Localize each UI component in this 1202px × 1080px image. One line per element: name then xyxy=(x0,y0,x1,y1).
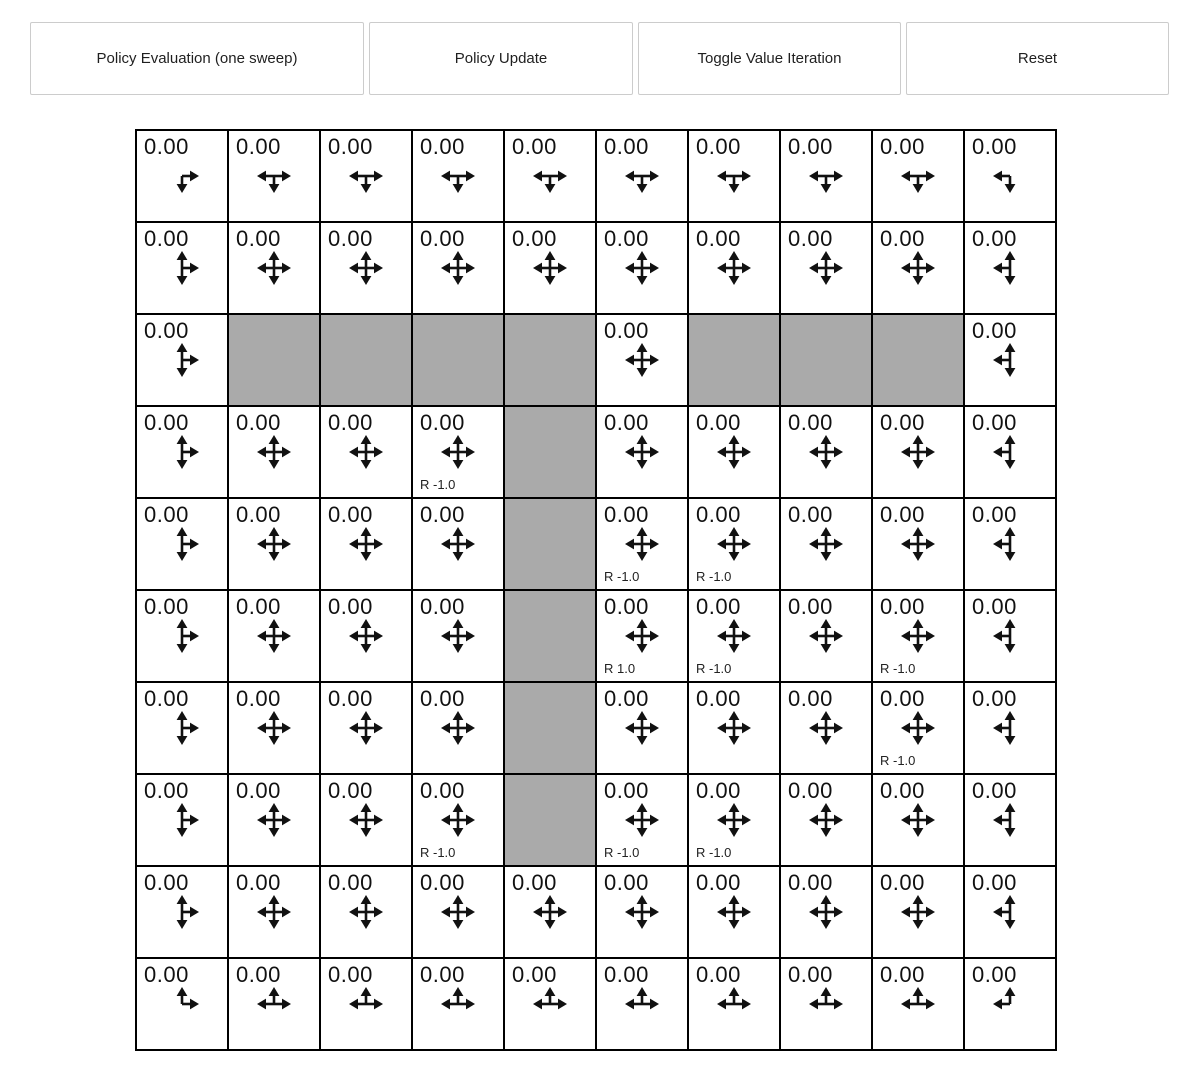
policy-arrows-icon xyxy=(806,248,846,288)
policy-arrows-icon xyxy=(530,892,570,932)
policy-arrows-icon xyxy=(346,156,386,196)
cell-value: 0.00 xyxy=(604,962,649,987)
policy-arrows-icon xyxy=(714,248,754,288)
cell-reward: R -1.0 xyxy=(696,661,732,676)
cell-value: 0.00 xyxy=(144,502,189,527)
grid-cell[interactable] xyxy=(780,590,872,682)
cell-value: 0.00 xyxy=(328,502,373,527)
policy-arrows-icon xyxy=(438,892,478,932)
cell-value: 0.00 xyxy=(604,226,649,251)
cell-value: 0.00 xyxy=(328,226,373,251)
cell-value: 0.00 xyxy=(328,778,373,803)
cell-reward: R -1.0 xyxy=(604,569,640,584)
cell-value: 0.00 xyxy=(696,870,741,895)
cell-value: 0.00 xyxy=(604,686,649,711)
policy-arrows-icon xyxy=(254,892,294,932)
cell-value: 0.00 xyxy=(880,686,925,711)
cell-value: 0.00 xyxy=(788,410,833,435)
grid-cell[interactable] xyxy=(688,866,780,958)
cell-value: 0.00 xyxy=(880,594,925,619)
policy-arrows-icon xyxy=(806,432,846,472)
grid-cell[interactable] xyxy=(780,406,872,498)
grid-cell[interactable] xyxy=(412,590,504,682)
cell-value: 0.00 xyxy=(512,870,557,895)
policy-arrows-icon xyxy=(346,524,386,564)
grid-cell[interactable] xyxy=(872,958,964,1050)
cell-value: 0.00 xyxy=(880,778,925,803)
grid-cell[interactable] xyxy=(964,682,1056,774)
policy-arrows-icon xyxy=(162,248,202,288)
cell-value: 0.00 xyxy=(236,686,281,711)
grid-cell[interactable] xyxy=(688,774,780,866)
cell-value: 0.00 xyxy=(512,226,557,251)
policy-arrows-icon xyxy=(622,984,662,1024)
cell-reward: R -1.0 xyxy=(696,569,732,584)
cell-value: 0.00 xyxy=(328,870,373,895)
policy-arrows-icon xyxy=(438,432,478,472)
policy-arrows-icon xyxy=(990,708,1030,748)
grid-cell[interactable] xyxy=(136,682,228,774)
cell-value: 0.00 xyxy=(144,410,189,435)
grid-cell[interactable] xyxy=(688,958,780,1050)
policy-arrows-icon xyxy=(714,800,754,840)
policy-arrows-icon xyxy=(162,800,202,840)
grid-cell[interactable] xyxy=(320,130,412,222)
policy-arrows-icon xyxy=(530,156,570,196)
cell-value: 0.00 xyxy=(236,962,281,987)
grid-cell[interactable] xyxy=(412,866,504,958)
cell-value: 0.00 xyxy=(972,410,1017,435)
policy-arrows-icon xyxy=(162,432,202,472)
policy-arrows-icon xyxy=(254,248,294,288)
policy-update-button[interactable]: Policy Update xyxy=(369,22,633,95)
grid-cell[interactable] xyxy=(596,222,688,314)
cell-value: 0.00 xyxy=(788,226,833,251)
policy-arrows-icon xyxy=(162,156,202,196)
cell-value: 0.00 xyxy=(328,134,373,159)
policy-arrows-icon xyxy=(254,984,294,1024)
policy-arrows-icon xyxy=(530,984,570,1024)
reset-button[interactable]: Reset xyxy=(906,22,1169,95)
grid-cell[interactable] xyxy=(780,682,872,774)
policy-arrows-icon xyxy=(714,708,754,748)
cell-value: 0.00 xyxy=(788,134,833,159)
cell-value: 0.00 xyxy=(144,134,189,159)
cell-value: 0.00 xyxy=(880,410,925,435)
grid-cell[interactable] xyxy=(320,406,412,498)
grid-cell[interactable] xyxy=(412,774,504,866)
grid-cell[interactable] xyxy=(780,222,872,314)
grid-cell[interactable] xyxy=(872,406,964,498)
cell-value: 0.00 xyxy=(144,226,189,251)
grid-cell[interactable] xyxy=(136,222,228,314)
policy-arrows-icon xyxy=(714,892,754,932)
grid-cell[interactable] xyxy=(228,406,320,498)
cell-value: 0.00 xyxy=(236,870,281,895)
cell-reward: R -1.0 xyxy=(880,753,916,768)
grid-cell[interactable] xyxy=(964,590,1056,682)
policy-arrows-icon xyxy=(898,524,938,564)
grid-cell[interactable] xyxy=(688,682,780,774)
grid-cell[interactable] xyxy=(596,774,688,866)
cell-value: 0.00 xyxy=(604,594,649,619)
cell-value: 0.00 xyxy=(236,410,281,435)
policy-arrows-icon xyxy=(622,156,662,196)
policy-arrows-icon xyxy=(530,248,570,288)
policy-arrows-icon xyxy=(714,984,754,1024)
grid-cell[interactable] xyxy=(320,682,412,774)
grid-cell[interactable] xyxy=(228,130,320,222)
policy-arrows-icon xyxy=(622,340,662,380)
cell-value: 0.00 xyxy=(328,686,373,711)
grid-cell[interactable] xyxy=(228,866,320,958)
grid-cell[interactable] xyxy=(228,222,320,314)
cell-value: 0.00 xyxy=(420,870,465,895)
grid-cell[interactable] xyxy=(872,498,964,590)
cell-reward: R -1.0 xyxy=(880,661,916,676)
grid-cell[interactable] xyxy=(228,682,320,774)
grid-wall-cell[interactable] xyxy=(504,406,596,498)
grid-cell[interactable] xyxy=(780,498,872,590)
policy-arrows-icon xyxy=(806,984,846,1024)
grid-cell[interactable] xyxy=(964,498,1056,590)
grid-wall-cell[interactable] xyxy=(780,314,872,406)
grid-cell[interactable] xyxy=(872,866,964,958)
cell-value: 0.00 xyxy=(696,410,741,435)
grid-cell[interactable] xyxy=(320,774,412,866)
grid-cell[interactable] xyxy=(596,590,688,682)
cell-value: 0.00 xyxy=(236,134,281,159)
grid-cell[interactable] xyxy=(320,866,412,958)
grid-cell[interactable] xyxy=(136,314,228,406)
policy-arrows-icon xyxy=(254,616,294,656)
grid-cell[interactable] xyxy=(964,406,1056,498)
grid-wall-cell[interactable] xyxy=(504,498,596,590)
grid-cell[interactable] xyxy=(964,130,1056,222)
cell-value: 0.00 xyxy=(328,962,373,987)
policy-arrows-icon xyxy=(714,156,754,196)
policy-arrows-icon xyxy=(622,892,662,932)
grid-cell[interactable] xyxy=(504,866,596,958)
cell-value: 0.00 xyxy=(144,318,189,343)
policy-arrows-icon xyxy=(990,892,1030,932)
policy-arrows-icon xyxy=(438,616,478,656)
policy-arrows-icon xyxy=(346,432,386,472)
cell-value: 0.00 xyxy=(880,226,925,251)
policy-arrows-icon xyxy=(162,984,202,1024)
cell-value: 0.00 xyxy=(604,410,649,435)
grid-cell[interactable] xyxy=(136,406,228,498)
grid-cell[interactable] xyxy=(780,774,872,866)
policy-arrows-icon xyxy=(162,340,202,380)
policy-arrows-icon xyxy=(438,708,478,748)
cell-value: 0.00 xyxy=(420,962,465,987)
policy-arrows-icon xyxy=(990,616,1030,656)
grid-cell[interactable] xyxy=(320,958,412,1050)
grid-cell[interactable] xyxy=(964,314,1056,406)
grid-cell[interactable] xyxy=(872,774,964,866)
grid-cell[interactable] xyxy=(688,406,780,498)
cell-value: 0.00 xyxy=(512,962,557,987)
grid-wall-cell[interactable] xyxy=(504,774,596,866)
cell-reward: R -1.0 xyxy=(604,845,640,860)
cell-value: 0.00 xyxy=(972,778,1017,803)
cell-value: 0.00 xyxy=(604,870,649,895)
grid-cell[interactable] xyxy=(596,314,688,406)
cell-value: 0.00 xyxy=(604,502,649,527)
cell-value: 0.00 xyxy=(420,686,465,711)
policy-arrows-icon xyxy=(622,524,662,564)
cell-value: 0.00 xyxy=(604,134,649,159)
policy-arrows-icon xyxy=(806,524,846,564)
policy-arrows-icon xyxy=(714,616,754,656)
policy-arrows-icon xyxy=(346,892,386,932)
grid-cell[interactable] xyxy=(596,866,688,958)
policy-arrows-icon xyxy=(990,432,1030,472)
grid-cell[interactable] xyxy=(872,682,964,774)
policy-arrows-icon xyxy=(438,800,478,840)
policy-arrows-icon xyxy=(898,432,938,472)
grid-cell[interactable] xyxy=(872,222,964,314)
policy-arrows-icon xyxy=(990,340,1030,380)
policy-arrows-icon xyxy=(806,708,846,748)
cell-value: 0.00 xyxy=(972,134,1017,159)
cell-value: 0.00 xyxy=(144,870,189,895)
grid-cell[interactable] xyxy=(136,130,228,222)
grid-cell[interactable] xyxy=(228,774,320,866)
grid-cell[interactable] xyxy=(136,866,228,958)
policy-arrows-icon xyxy=(806,892,846,932)
grid-cell[interactable] xyxy=(596,958,688,1050)
cell-value: 0.00 xyxy=(696,226,741,251)
policy-arrows-icon xyxy=(622,432,662,472)
cell-value: 0.00 xyxy=(144,686,189,711)
grid-wall-cell[interactable] xyxy=(320,314,412,406)
cell-reward: R -1.0 xyxy=(696,845,732,860)
cell-reward: R -1.0 xyxy=(420,477,456,492)
cell-reward: R 1.0 xyxy=(604,661,636,676)
policy-arrows-icon xyxy=(346,984,386,1024)
cell-value: 0.00 xyxy=(696,686,741,711)
grid-wall-cell[interactable] xyxy=(504,314,596,406)
grid-cell[interactable] xyxy=(688,130,780,222)
grid-cell[interactable] xyxy=(412,406,504,498)
grid-wall-cell[interactable] xyxy=(504,590,596,682)
policy-arrows-icon xyxy=(622,708,662,748)
grid-cell[interactable] xyxy=(872,130,964,222)
grid-cell[interactable] xyxy=(412,130,504,222)
grid-cell[interactable] xyxy=(688,590,780,682)
cell-value: 0.00 xyxy=(880,962,925,987)
cell-value: 0.00 xyxy=(696,778,741,803)
policy-arrows-icon xyxy=(254,800,294,840)
policy-arrows-icon xyxy=(898,616,938,656)
policy-arrows-icon xyxy=(346,708,386,748)
grid-cell[interactable] xyxy=(136,590,228,682)
policy-arrows-icon xyxy=(438,248,478,288)
cell-value: 0.00 xyxy=(236,502,281,527)
policy-arrows-icon xyxy=(990,800,1030,840)
cell-value: 0.00 xyxy=(972,226,1017,251)
cell-value: 0.00 xyxy=(880,134,925,159)
cell-value: 0.00 xyxy=(788,778,833,803)
cell-value: 0.00 xyxy=(236,778,281,803)
cell-value: 0.00 xyxy=(972,686,1017,711)
grid-cell[interactable] xyxy=(596,406,688,498)
cell-value: 0.00 xyxy=(604,318,649,343)
cell-value: 0.00 xyxy=(696,594,741,619)
cell-value: 0.00 xyxy=(880,870,925,895)
grid-cell[interactable] xyxy=(964,958,1056,1050)
policy-arrows-icon xyxy=(438,984,478,1024)
cell-value: 0.00 xyxy=(420,594,465,619)
cell-value: 0.00 xyxy=(788,686,833,711)
grid-cell[interactable] xyxy=(504,222,596,314)
policy-arrows-icon xyxy=(622,800,662,840)
grid-cell[interactable] xyxy=(964,222,1056,314)
cell-value: 0.00 xyxy=(236,226,281,251)
cell-value: 0.00 xyxy=(788,962,833,987)
grid-cell[interactable] xyxy=(688,498,780,590)
cell-value: 0.00 xyxy=(512,134,557,159)
grid-wall-cell[interactable] xyxy=(688,314,780,406)
policy-evaluation-button[interactable]: Policy Evaluation (one sweep) xyxy=(30,22,364,95)
grid-wall-cell[interactable] xyxy=(228,314,320,406)
policy-arrows-icon xyxy=(438,156,478,196)
grid-cell[interactable] xyxy=(780,866,872,958)
policy-arrows-icon xyxy=(438,524,478,564)
grid-cell[interactable] xyxy=(412,222,504,314)
policy-arrows-icon xyxy=(346,616,386,656)
toggle-value-iteration-button[interactable]: Toggle Value Iteration xyxy=(638,22,901,95)
policy-arrows-icon xyxy=(990,984,1030,1024)
cell-value: 0.00 xyxy=(972,594,1017,619)
grid-wall-cell[interactable] xyxy=(504,682,596,774)
cell-value: 0.00 xyxy=(420,778,465,803)
grid-cell[interactable] xyxy=(320,498,412,590)
policy-arrows-icon xyxy=(806,800,846,840)
cell-value: 0.00 xyxy=(328,410,373,435)
policy-arrows-icon xyxy=(898,248,938,288)
grid-cell[interactable] xyxy=(412,682,504,774)
cell-value: 0.00 xyxy=(420,502,465,527)
grid-cell[interactable] xyxy=(136,774,228,866)
policy-arrows-icon xyxy=(990,248,1030,288)
grid-cell[interactable] xyxy=(596,682,688,774)
cell-value: 0.00 xyxy=(604,778,649,803)
policy-arrows-icon xyxy=(990,524,1030,564)
grid-cell[interactable] xyxy=(688,222,780,314)
grid-wall-cell[interactable] xyxy=(872,314,964,406)
grid-cell[interactable] xyxy=(228,498,320,590)
policy-arrows-icon xyxy=(806,616,846,656)
cell-value: 0.00 xyxy=(696,962,741,987)
grid-cell[interactable] xyxy=(228,958,320,1050)
cell-value: 0.00 xyxy=(144,962,189,987)
grid-cell[interactable] xyxy=(872,590,964,682)
policy-arrows-icon xyxy=(898,984,938,1024)
grid-cell[interactable] xyxy=(320,590,412,682)
grid-cell[interactable] xyxy=(504,130,596,222)
grid-cell[interactable] xyxy=(412,498,504,590)
policy-arrows-icon xyxy=(254,524,294,564)
policy-arrows-icon xyxy=(990,156,1030,196)
grid-cell[interactable] xyxy=(136,958,228,1050)
cell-value: 0.00 xyxy=(972,502,1017,527)
policy-arrows-icon xyxy=(898,708,938,748)
grid-cell[interactable] xyxy=(596,130,688,222)
grid-cell[interactable] xyxy=(964,774,1056,866)
policy-arrows-icon xyxy=(806,156,846,196)
grid-cell[interactable] xyxy=(780,958,872,1050)
grid-cell[interactable] xyxy=(780,130,872,222)
grid-cell[interactable] xyxy=(504,958,596,1050)
grid-cell[interactable] xyxy=(136,498,228,590)
cell-value: 0.00 xyxy=(144,594,189,619)
cell-value: 0.00 xyxy=(972,870,1017,895)
cell-value: 0.00 xyxy=(420,134,465,159)
policy-arrows-icon xyxy=(162,708,202,748)
policy-grid xyxy=(135,129,1057,1051)
grid-cell[interactable] xyxy=(228,590,320,682)
policy-arrows-icon xyxy=(898,156,938,196)
policy-arrows-icon xyxy=(346,800,386,840)
cell-value: 0.00 xyxy=(972,318,1017,343)
policy-arrows-icon xyxy=(162,892,202,932)
grid-cell[interactable] xyxy=(412,958,504,1050)
policy-arrows-icon xyxy=(162,524,202,564)
policy-arrows-icon xyxy=(622,248,662,288)
cell-value: 0.00 xyxy=(972,962,1017,987)
grid-cell[interactable] xyxy=(596,498,688,590)
cell-value: 0.00 xyxy=(696,134,741,159)
cell-value: 0.00 xyxy=(788,502,833,527)
cell-value: 0.00 xyxy=(328,594,373,619)
policy-arrows-icon xyxy=(898,800,938,840)
cell-value: 0.00 xyxy=(420,410,465,435)
cell-value: 0.00 xyxy=(420,226,465,251)
policy-arrows-icon xyxy=(346,248,386,288)
grid-wall-cell[interactable] xyxy=(412,314,504,406)
toolbar xyxy=(30,22,1169,95)
policy-arrows-icon xyxy=(714,524,754,564)
policy-arrows-icon xyxy=(714,432,754,472)
cell-value: 0.00 xyxy=(236,594,281,619)
cell-reward: R -1.0 xyxy=(420,845,456,860)
grid-cell[interactable] xyxy=(320,222,412,314)
cell-value: 0.00 xyxy=(788,870,833,895)
grid-cell[interactable] xyxy=(964,866,1056,958)
policy-arrows-icon xyxy=(254,432,294,472)
policy-arrows-icon xyxy=(622,616,662,656)
cell-value: 0.00 xyxy=(696,502,741,527)
cell-value: 0.00 xyxy=(880,502,925,527)
policy-arrows-icon xyxy=(162,616,202,656)
policy-arrows-icon xyxy=(254,156,294,196)
policy-arrows-icon xyxy=(254,708,294,748)
cell-value: 0.00 xyxy=(788,594,833,619)
policy-arrows-icon xyxy=(898,892,938,932)
cell-value: 0.00 xyxy=(144,778,189,803)
